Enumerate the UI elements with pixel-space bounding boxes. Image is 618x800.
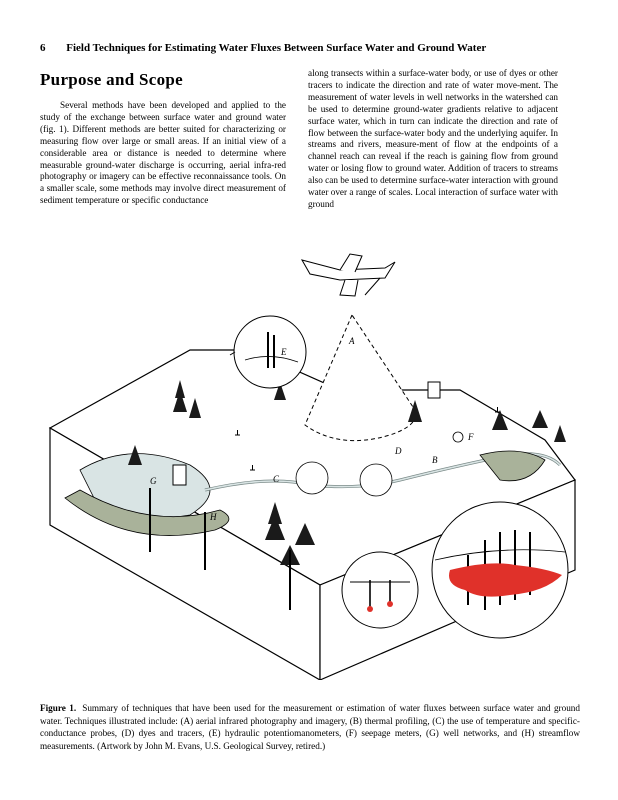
aircraft-icon — [302, 254, 395, 296]
running-title: Field Techniques for Estimating Water Fluxes Between Surface Water and Ground Water — [66, 42, 487, 54]
paragraph-2: along transects within a surface-water body, or use of dyes or other tracers to indicate the direction and rate of water move-ment. The measurement of water levels in well networks in the watershed can be used to determine ground-water gradients relative to adjacent surface water, which in turn can indicate the direction and rate of flow between the surface-water body and the underlying aquifer. In streams and rivers, measure-ment of flow at the endpoints of a channel reach can reveal if the reach is gaining flow from ground water or losing flow to ground water. Addition of tracers to streams also can be used to determine surface-water interaction with ground water over a range of scales. Local interaction of surface water with ground — [308, 68, 558, 209]
figure-caption-text: Summary of techniques that have been used for the measurement or estimation of water fluxes between surface water and ground water. Techniques illustrated include: (A) aerial infrared photography and imagery, (B) thermal profiling, (C) the use of temperature and specific-conductance probes, (D) dyes and tracers, (E) hydraulic potentiomanometers, (F) seepage meters, (G) well networks, and (H) streamflow measurements. (Artwork by John M. Evans, U.S. Geological Survey, retired.) — [40, 703, 580, 751]
gauge-house-right — [428, 382, 440, 398]
running-header — [40, 42, 486, 54]
figure-illustration — [40, 240, 584, 680]
fig-label-f: F — [468, 432, 474, 442]
fig-label-b: B — [432, 455, 438, 465]
body-column-right — [308, 68, 558, 211]
page-number: 6 — [40, 42, 46, 54]
section-title: Purpose and Scope — [40, 70, 184, 89]
fig-label-c: C — [273, 474, 280, 484]
gauge-house-left — [173, 465, 186, 485]
infrared-cone — [305, 315, 416, 441]
figure-caption-label: Figure 1. — [40, 703, 77, 713]
fig-label-h: H — [210, 512, 217, 522]
fig-label-a: A — [349, 336, 355, 346]
paragraph-1: Several methods have been developed and applied to the study of the exchange between surface water and ground water (fig. 1). Different methods are better suited for characterizing or measuring flow over large or small areas. If an initial view of a considerable area or distance is needed to determine where measurable ground-water discharge is occurring, aerial infra-red photography or imagery can be effective reconnaissance tools. On a smaller scale, some methods may involve direct measurement of sediment temperature or specific conductance — [40, 100, 286, 206]
body-column-left — [40, 100, 286, 207]
fig-label-g: G — [150, 476, 157, 486]
inset-potentiomanometer — [234, 316, 306, 388]
fig-label-d: D — [395, 446, 402, 456]
inset-hydraulic-probes — [342, 552, 418, 628]
fig-label-e: E — [281, 347, 287, 357]
figure-caption — [40, 702, 580, 752]
